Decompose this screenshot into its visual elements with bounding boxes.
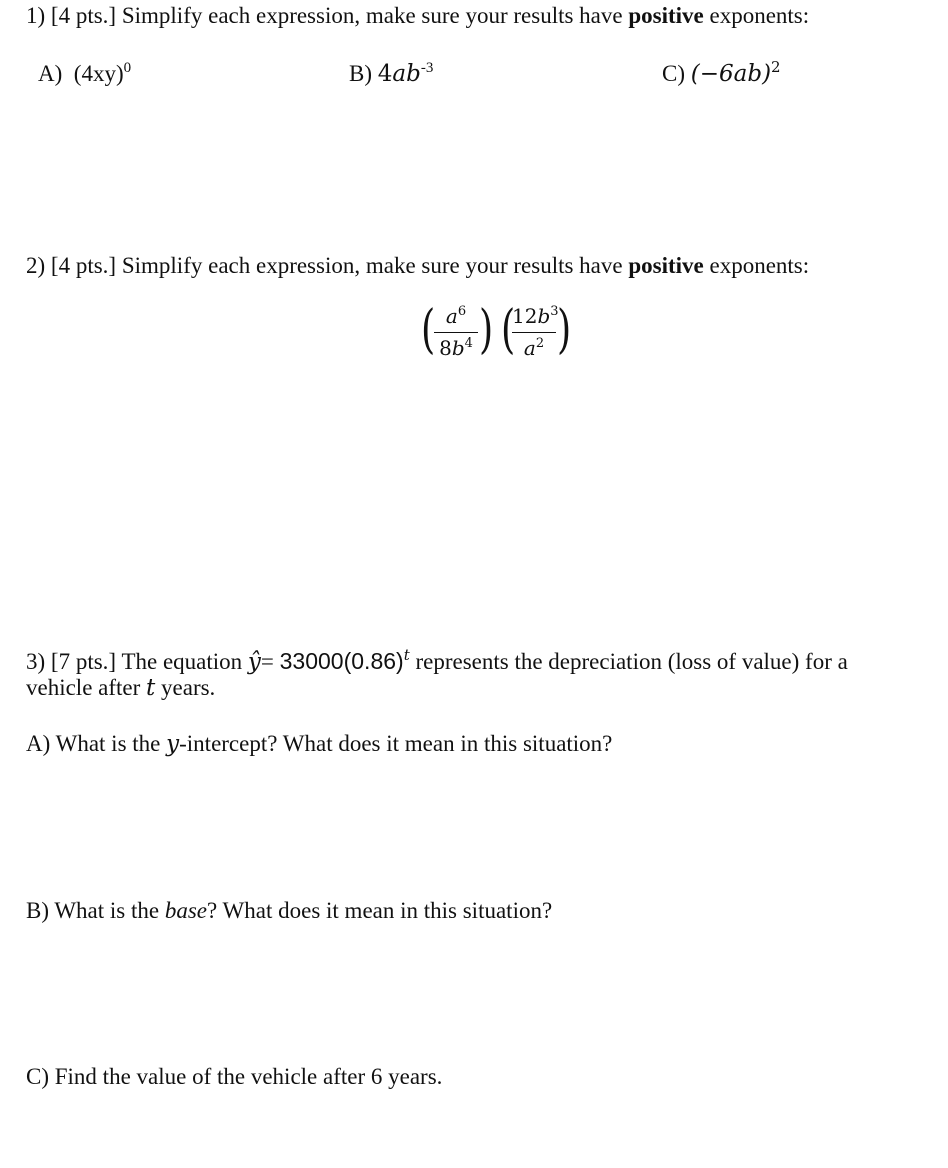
right-paren-1: ) xyxy=(479,300,494,360)
q3-line2-var: t xyxy=(146,675,156,701)
q3-c-label: C) xyxy=(26,1064,49,1089)
fraction-2 xyxy=(512,304,559,360)
q1-number: 1) xyxy=(26,3,46,28)
q1-a-label: A) xyxy=(38,61,63,86)
q2-expression xyxy=(420,302,570,374)
q3-model: 33000(0.86) xyxy=(279,648,404,674)
fraction-1-numerator: $a^6$ xyxy=(445,304,467,328)
q1-a-exp: 0 xyxy=(123,60,132,76)
right-paren-2: ) xyxy=(557,300,572,360)
left-paren-1: ( xyxy=(421,300,436,360)
q3-part-b xyxy=(26,899,552,922)
q1-c-base: (−6ab) xyxy=(690,61,772,87)
q1-prompt xyxy=(26,4,809,27)
q3-yhat: ŷ xyxy=(247,649,261,675)
q3-part-c xyxy=(26,1065,442,1088)
q1-a-base: (4xy) xyxy=(73,61,124,86)
q3-equals: = xyxy=(260,649,274,674)
q3-number: 3) xyxy=(26,649,46,674)
q1-b-exp: -3 xyxy=(420,60,434,76)
q1-b-var: ab xyxy=(392,61,421,87)
q1-c-label: C) xyxy=(662,61,685,86)
q2-text-after: exponents: xyxy=(709,253,810,278)
q1-c-exp: 2 xyxy=(771,58,781,76)
q1-b-label: B) xyxy=(349,61,372,86)
q1-part-c xyxy=(662,58,781,87)
q3-intro-after: represents the depreciation (loss of value) for a xyxy=(415,649,848,674)
q3-points: [7 pts.] xyxy=(50,649,117,674)
q3-a-before: What is the xyxy=(55,731,161,756)
fraction-2-bar xyxy=(512,332,556,333)
q3-part-a xyxy=(26,732,612,756)
q1-part-a xyxy=(38,62,131,85)
left-paren-2: ( xyxy=(501,300,516,360)
q3-a-after: -intercept? What does it mean in this situation? xyxy=(179,731,613,756)
q3-model-exp: t xyxy=(403,646,410,664)
q1-part-b xyxy=(349,62,433,86)
q1-b-coef: 4 xyxy=(377,61,393,87)
fraction-1-denominator: $8b^4$ xyxy=(439,336,473,360)
q1-text-before: Simplify each expression, make sure your results have xyxy=(121,3,623,28)
fraction-1 xyxy=(434,306,478,358)
fraction-1-bar xyxy=(434,332,478,333)
q3-b-before: What is the xyxy=(54,898,160,923)
q2-prompt xyxy=(26,254,809,277)
q2-text-before: Simplify each expression, make sure your results have xyxy=(121,253,623,278)
q3-line2-after: years. xyxy=(161,675,216,700)
q1-bold-word: positive xyxy=(628,3,704,28)
q3-prompt-line-1 xyxy=(26,646,848,675)
q3-c-text: Find the value of the vehicle after 6 years. xyxy=(54,1064,443,1089)
fraction-2-numerator: $12b^3$ xyxy=(512,304,559,328)
q1-points: [4 pts.] xyxy=(50,3,117,28)
q3-a-label: A) xyxy=(26,731,51,756)
fraction-2-denominator: $a^2$ xyxy=(523,336,545,360)
q3-b-label: B) xyxy=(26,898,49,923)
q3-intro-before: The equation xyxy=(121,649,243,674)
q2-points: [4 pts.] xyxy=(50,253,117,278)
q3-prompt-line-2 xyxy=(26,676,215,700)
q3-line2-before: vehicle after xyxy=(26,675,141,700)
q3-b-after: ? What does it mean in this situation? xyxy=(207,898,553,923)
q3-a-var: y xyxy=(166,731,180,757)
q2-bold-word: positive xyxy=(628,253,704,278)
q3-b-word: base xyxy=(164,898,208,923)
q1-text-after: exponents: xyxy=(709,3,810,28)
q2-number: 2) xyxy=(26,253,46,278)
